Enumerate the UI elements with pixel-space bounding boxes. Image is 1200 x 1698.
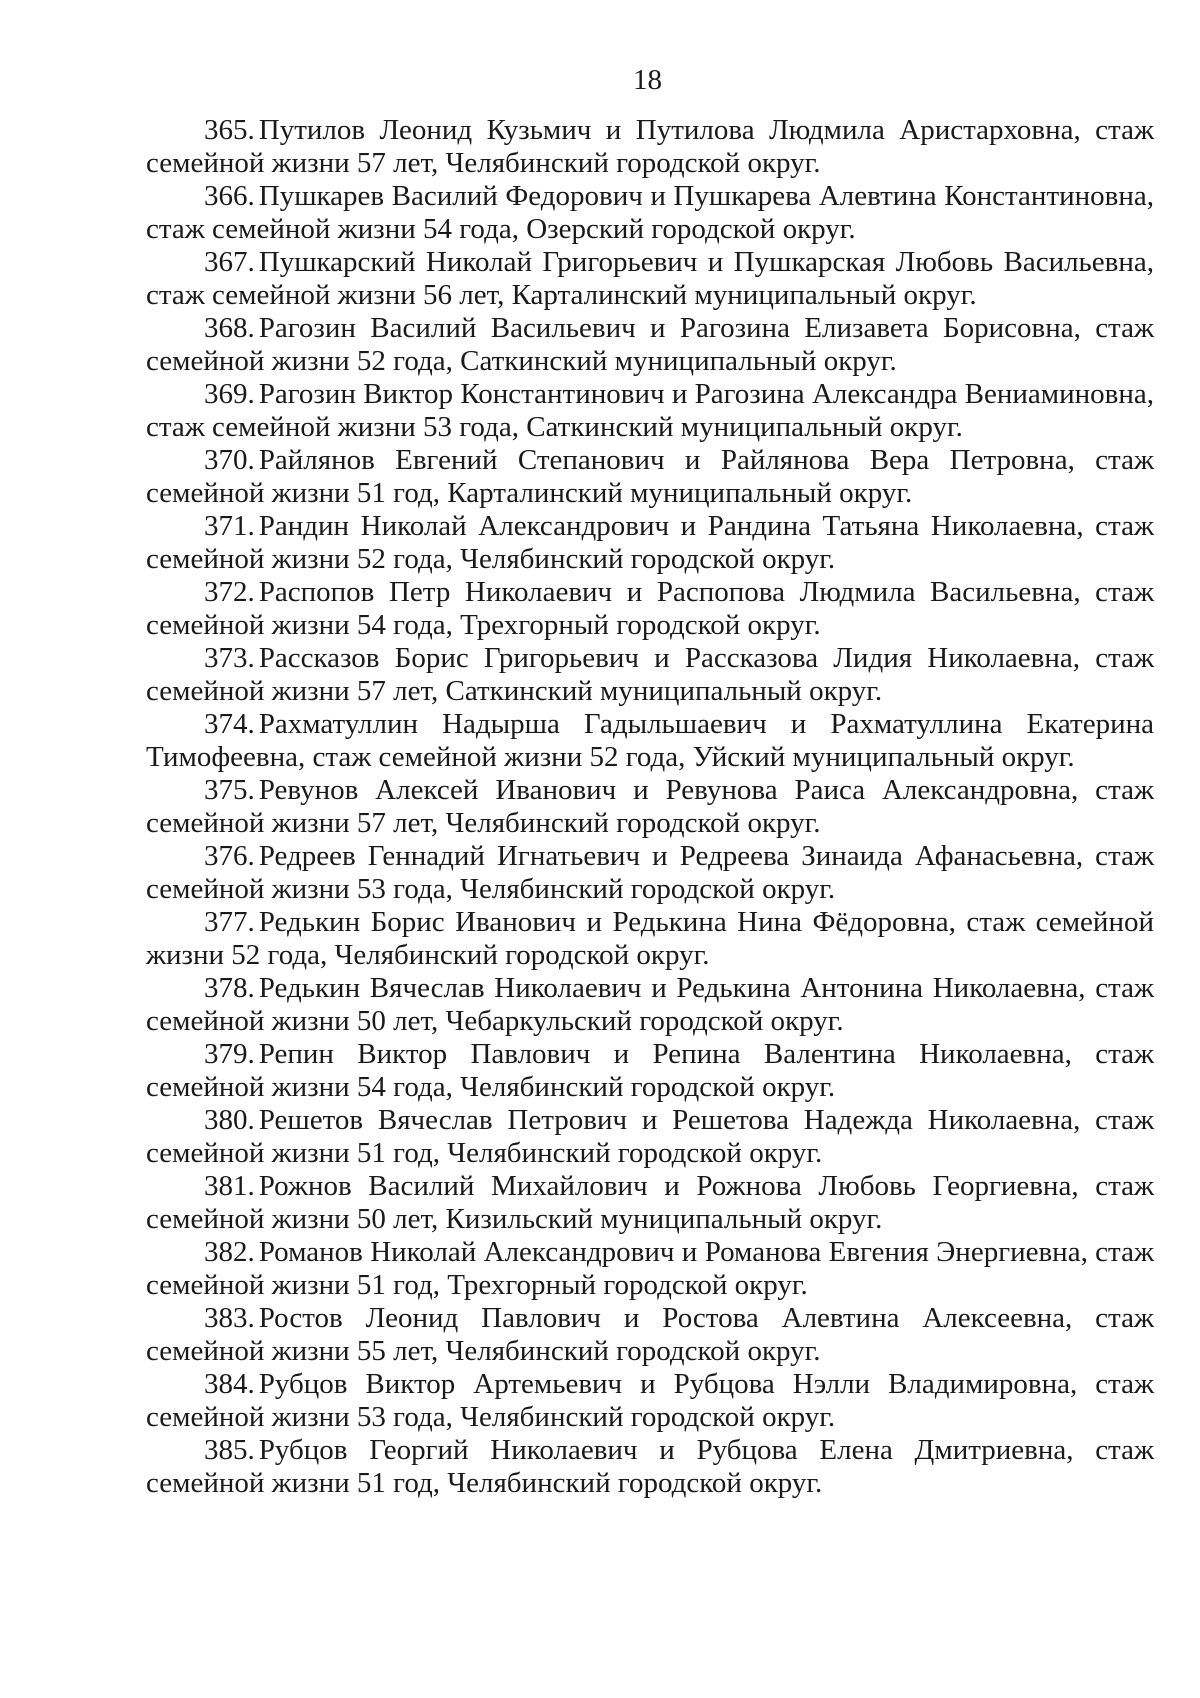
list-item — [146, 1236, 1154, 1302]
list-item — [146, 1368, 1154, 1434]
entry-number: 373. — [204, 642, 255, 674]
entry-number: 372. — [204, 576, 255, 608]
entry-text: Распопов Петр Николаевич и Распопова Людмила Васильевна, стаж семейной жизни 54 года, Трехгорный городской округ. — [146, 576, 1154, 641]
entry-number: 367. — [204, 246, 255, 278]
entry-text: Ростов Леонид Павлович и Ростова Алевтина Алексеевна, стаж семейной жизни 55 лет, Челябинский городской округ. — [146, 1302, 1154, 1367]
entry-list — [146, 114, 1154, 1500]
entry-text: Рубцов Виктор Артемьевич и Рубцова Нэлли Владимировна, стаж семейной жизни 53 года, Челябинский городской округ. — [146, 1368, 1154, 1433]
list-item — [146, 312, 1154, 378]
entry-text: Путилов Леонид Кузьмич и Путилова Людмила Аристарховна, стаж семейной жизни 57 лет, Челябинский городской округ. — [146, 114, 1154, 179]
entry-number: 380. — [204, 1104, 255, 1136]
entry-number: 371. — [204, 510, 255, 542]
entry-number: 368. — [204, 312, 255, 344]
list-item — [146, 444, 1154, 510]
entry-number: 376. — [204, 840, 255, 872]
entry-number: 383. — [204, 1302, 255, 1334]
entry-text: Пушкарский Николай Григорьевич и Пушкарская Любовь Васильевна, стаж семейной жизни 56 лет, Карталинский муниципальный округ. — [146, 246, 1154, 311]
entry-text: Рагозин Василий Васильевич и Рагозина Елизавета Борисовна, стаж семейной жизни 52 года, Саткинский муниципальный округ. — [146, 312, 1154, 377]
list-item — [146, 774, 1154, 840]
list-item — [146, 906, 1154, 972]
entry-number: 381. — [204, 1170, 255, 1202]
entry-text: Пушкарев Василий Федорович и Пушкарева Алевтина Константиновна, стаж семейной жизни 54 года, Озерский городской округ. — [146, 180, 1154, 245]
list-item — [146, 1170, 1154, 1236]
list-item — [146, 708, 1154, 774]
entry-text: Редькин Борис Иванович и Редькина Нина Фёдоровна, стаж семейной жизни 52 года, Челябинский городской округ. — [146, 906, 1154, 971]
entry-text: Рожнов Василий Михайлович и Рожнова Любовь Георгиевна, стаж семейной жизни 50 лет, Кизильский муниципальный округ. — [146, 1170, 1154, 1235]
list-item — [146, 1038, 1154, 1104]
entry-number: 370. — [204, 444, 255, 476]
entry-text: Рассказов Борис Григорьевич и Рассказова Лидия Николаевна, стаж семейной жизни 57 лет, Саткинский муниципальный округ. — [146, 642, 1154, 707]
entry-number: 384. — [204, 1368, 255, 1400]
entry-number: 369. — [204, 378, 255, 410]
list-item — [146, 180, 1154, 246]
entry-text: Ревунов Алексей Иванович и Ревунова Раиса Александровна, стаж семейной жизни 57 лет, Челябинский городской округ. — [146, 774, 1154, 839]
entry-text: Рубцов Георгий Николаевич и Рубцова Елена Дмитриевна, стаж семейной жизни 51 год, Челябинский городской округ. — [146, 1434, 1154, 1499]
list-item — [146, 114, 1154, 180]
entry-number: 375. — [204, 774, 255, 806]
list-item — [146, 642, 1154, 708]
entry-number: 379. — [204, 1038, 255, 1070]
entry-text: Решетов Вячеслав Петрович и Решетова Надежда Николаевна, стаж семейной жизни 51 год, Челябинский городской округ. — [146, 1104, 1154, 1169]
entry-number: 377. — [204, 906, 255, 938]
entry-text: Рахматуллин Надырша Гадыльшаевич и Рахматуллина Екатерина Тимофеевна, стаж семейной жизни 52 года, Уйский муниципальный округ. — [146, 708, 1154, 773]
list-item — [146, 510, 1154, 576]
list-item — [146, 378, 1154, 444]
entry-number: 366. — [204, 180, 255, 212]
entry-number: 382. — [204, 1236, 255, 1268]
entry-text: Рандин Николай Александрович и Рандина Татьяна Николаевна, стаж семейной жизни 52 года, Челябинский городской округ. — [146, 510, 1154, 575]
list-item — [146, 246, 1154, 312]
entry-text: Редькин Вячеслав Николаевич и Редькина Антонина Николаевна, стаж семейной жизни 50 лет, Чебаркульский городской округ. — [146, 972, 1154, 1037]
entry-number: 365. — [204, 114, 255, 146]
entry-text: Романов Николай Александрович и Романова Евгения Энергиевна, стаж семейной жизни 51 год, Трехгорный городской округ. — [146, 1236, 1154, 1301]
list-item — [146, 1302, 1154, 1368]
entry-number: 385. — [204, 1434, 255, 1466]
entry-text: Репин Виктор Павлович и Репина Валентина Николаевна, стаж семейной жизни 54 года, Челябинский городской округ. — [146, 1038, 1154, 1103]
entry-text: Редреев Геннадий Игнатьевич и Редреева Зинаида Афанасьевна, стаж семейной жизни 53 года, Челябинский городской округ. — [146, 840, 1154, 905]
page-number: 18 — [633, 64, 662, 96]
entry-text: Райлянов Евгений Степанович и Райлянова Вера Петровна, стаж семейной жизни 51 год, Карталинский муниципальный округ. — [146, 444, 1154, 509]
entry-text: Рагозин Виктор Константинович и Рагозина Александра Вениаминовна, стаж семейной жизни 53 года, Саткинский муниципальный округ. — [146, 378, 1154, 443]
list-item — [146, 840, 1154, 906]
list-item — [146, 972, 1154, 1038]
entry-number: 378. — [204, 972, 255, 1004]
entry-number: 374. — [204, 708, 255, 740]
list-item — [146, 1434, 1154, 1500]
list-item — [146, 1104, 1154, 1170]
list-item — [146, 576, 1154, 642]
